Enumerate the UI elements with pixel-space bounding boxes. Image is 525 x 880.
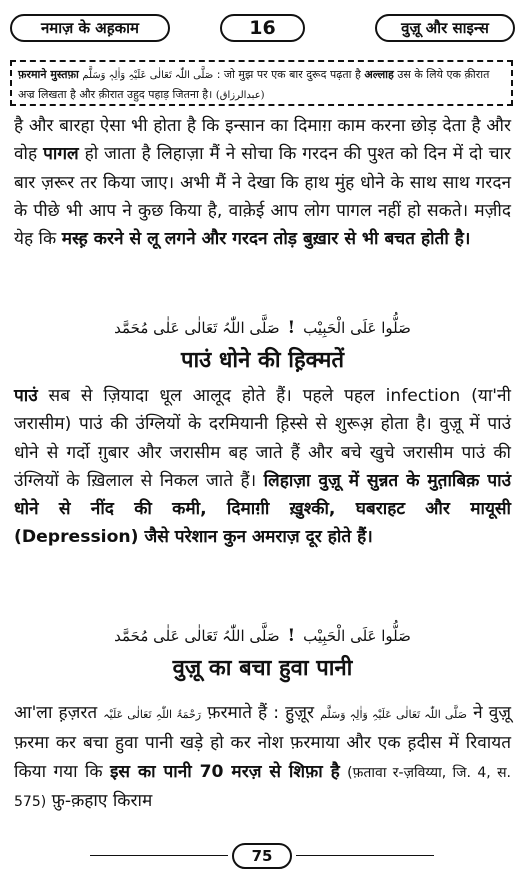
durood-part2: صَلَّی اللّٰہُ تَعَالٰی عَلٰی مُحَمَّد [114, 627, 280, 645]
page-header [10, 10, 515, 46]
durood-part2: صَلَّی اللّٰہُ تَعَالٰی عَلٰی مُحَمَّد [114, 319, 280, 337]
book-title: नमाज़ के अह़काम [10, 14, 170, 42]
hadith-text-b: उस के लिये एक क़ीरात [397, 68, 490, 81]
p1-text-2: हो जाता है लिहाज़ा मैं ने सोचा कि गरदन की पुश्त को दिन में दो चार बार ज़रूर तर किया जाए। अभी मैं ने देखा कि हाथ मुंह धोने के साथ साथ गरदन के पीछे भी आप ने कुछ किया है, वाक़ेई आप लोग पागल नहीं हो सकते। मज़ीद येह कि [14, 144, 511, 250]
paragraph-1 [14, 112, 511, 253]
chapter-title: वुज़ू और साइन्स [375, 14, 515, 42]
hadith-box [10, 60, 513, 106]
paragraph-3 [14, 699, 511, 816]
hadith-ref: (عبدالرزاق) [215, 90, 265, 101]
durood-exclaim: ! [287, 626, 296, 646]
durood-1 [0, 318, 525, 338]
p3-text-1: आ'ला ह़ज़रत [14, 703, 98, 723]
durood-part1: صَلُّوا عَلَی الْحَبِیْب [303, 319, 411, 337]
p3-text-4: फ़ु-क़हाए किराम [51, 790, 153, 811]
hadith-salawat: صَلَّی اللّٰہ تَعَالٰی عَلَیْہِ وَاٰلِہٖ وَسَلَّم [82, 70, 214, 81]
durood-exclaim: ! [287, 318, 296, 338]
hadith-line2: अज्र लिखता है और क़ीरात उहुद पहाड़ जितना है। [18, 88, 213, 101]
heading-feet-wisdom: पाउं धोने की ह़िक्मतें [180, 348, 344, 373]
durood-part1: صَلُّوا عَلَی الْحَبِیْب [303, 627, 411, 645]
p3-bold-1: इस का पानी 70 मरज़ से शिफ़ा है [109, 761, 340, 782]
p1-bold-1: पागल [43, 144, 79, 165]
p3-text-3: ने वुज़ू फ़रमा कर बचा हुवा पानी खड़े हो कर नोश फ़रमाया और एक ह़दीस में रिवायत किया गया कि [14, 703, 511, 782]
paragraph-2 [14, 382, 511, 552]
p2-bold-1: पाउं [14, 386, 38, 406]
footer-line-right [296, 855, 434, 856]
footer-page-number: 75 [232, 843, 292, 869]
durood-2 [0, 626, 525, 646]
p2-text-1: सब से ज़ियादा धूल आलूद होते हैं। पहले पहल infection (या'नी जरासीम) पाउं की उंग्लियों के दरमियानी ह़िस्से से शुरूअ़ होता है। वुज़ू में पाउं धोने से गर्दो ग़ुबार और जरासीम बह जाते हैं और बचे खुचे जरासीम पाउं की उंग्लियों के ख़िलाल से निकल जाते हैं। [14, 386, 511, 491]
p3-arabic-1: رَحْمَۃُ اللّٰہِ تَعَالٰی عَلَیْہ [103, 708, 202, 721]
header-page-number: 16 [220, 14, 305, 42]
heading-leftover-water: वुज़ू का बचा हुवा पानी [172, 656, 353, 681]
hadith-label: फ़रमाने मुस्तफ़ा [18, 68, 79, 81]
p3-reference: (फ़तावा र-ज़विय्या, जि. 4, स. 575) [14, 764, 512, 810]
p2-bold-2: लिहाज़ा वुज़ू में सुन्नत के मुत़ाबिक़ पाउं धोने से नींद की कमी, दिमाग़ी ख़ुश्की, घबराहट और मायूसी (Depression) जैसे परेशान कुन अमराज़ दूर होते हैं। [14, 470, 511, 548]
hadith-allah: अल्लाह [364, 68, 394, 81]
footer-line-left [90, 855, 228, 856]
hadith-text-a: : जो मुझ पर एक बार दुरूद पढ़ता है [216, 68, 361, 81]
p1-bold-2: मस्ह़ करने से लू लगने और गरदन तोड़ बुख़ार से भी बचत होती है। [61, 229, 471, 250]
p3-text-2: फ़रमाते हैं : हु़ज़ूर [207, 703, 314, 723]
p1-text-1: है और बारहा ऐसा भी होता है कि इन्सान का दिमाग़ काम करना छोड़ देता है और वोह [14, 116, 511, 165]
p3-arabic-2: صَلَّی اللّٰہ تَعَالٰی عَلَیْہِ وَاٰلِہٖ وَسَلَّم [320, 708, 468, 721]
